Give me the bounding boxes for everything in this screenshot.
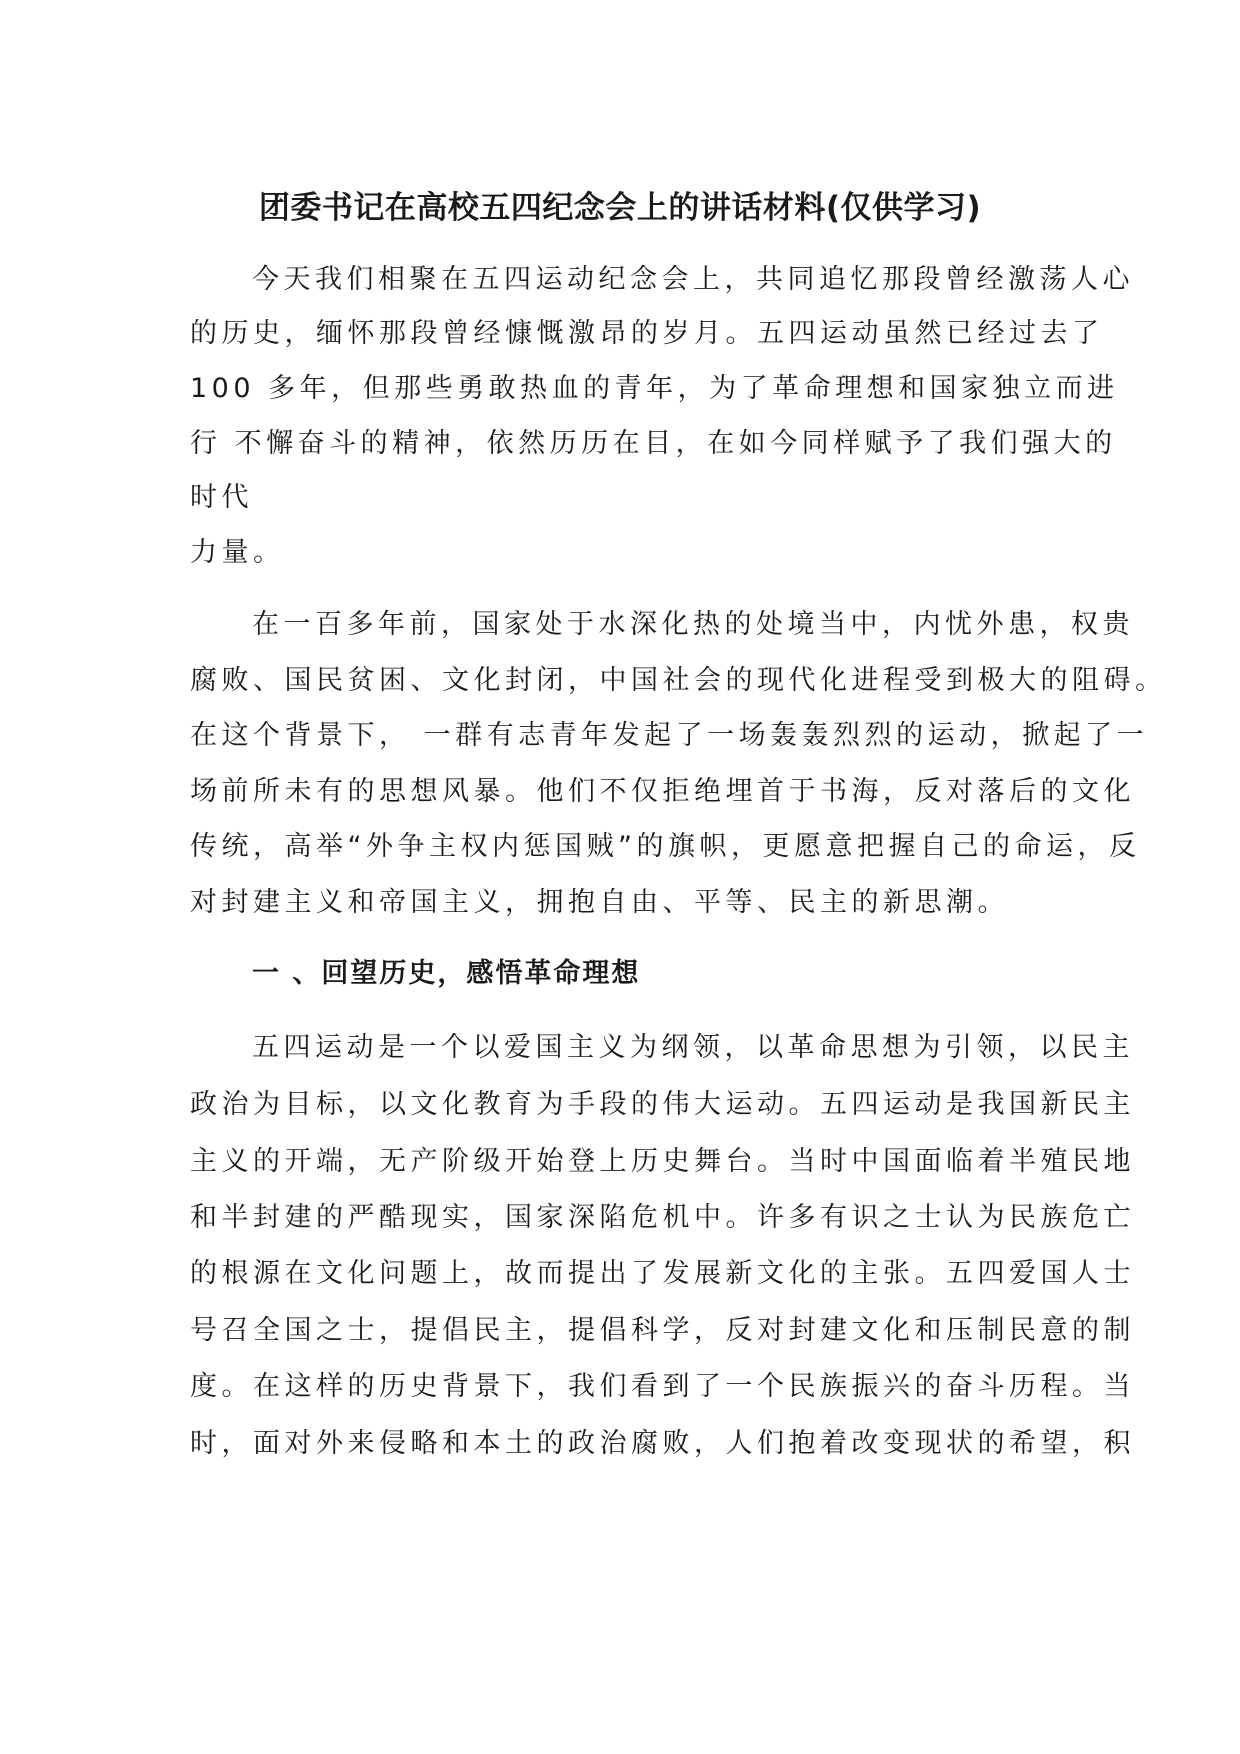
paragraph-line: 度。在这样的历史背景下，我们看到了一个民族振兴的奋斗历程。当 — [190, 1371, 1135, 1402]
paragraph-line: 在这个背景下， 一群有志青年发起了一场轰轰烈烈的运动，掀起了一 — [190, 720, 1149, 751]
paragraph-line: 主义的开端，无产阶级开始登上历史舞台。当时中国面临着半殖民地 — [190, 1146, 1135, 1177]
paragraph-line: 和半封建的严酷现实，国家深陷危机中。许多有识之士认为民族危亡 — [190, 1202, 1135, 1233]
paragraph-line: 时，面对外来侵略和本土的政治腐败，人们抱着改变现状的希望，积 — [190, 1428, 1135, 1459]
paragraph-line: 对封建主义和帝国主义，拥抱自由、平等、民主的新思潮。 — [190, 887, 1009, 918]
paragraph-line: 腐败、国民贫困、文化封闭，中国社会的现代化进程受到极大的阻碍。 — [190, 665, 1167, 696]
paragraph-line: 的历史，缅怀那段曾经慷慨激昂的岁月。五四运动虽然已经过去了 — [190, 318, 1104, 349]
paragraph-line: 传统，高举“外争主权内惩国贼”的旗帜，更愿意把握自己的命运，反 — [190, 831, 1141, 862]
paragraph-line: 100 多年，但那些勇敢热血的青年，为了革命理想和国家独立而进 — [190, 373, 1119, 404]
paragraph-line: 时代 — [190, 482, 253, 513]
paragraph-line: 力量。 — [190, 537, 285, 568]
paragraph-line: 今天我们相聚在五四运动纪念会上，共同追忆那段曾经激荡人心 — [252, 264, 1134, 295]
paragraph-line: 在一百多年前，国家处于水深化热的处境当中，内忧外患，权贵 — [252, 609, 1134, 640]
paragraph-line: 行 不懈奋斗的精神，依然历历在目，在如今同样赋予了我们强大的 — [190, 428, 1117, 459]
section-heading: 一 、回望历史，感悟革命理想 — [252, 958, 641, 989]
paragraph-line: 的根源在文化问题上，故而提出了发展新文化的主张。五四爱国人士 — [190, 1258, 1135, 1289]
paragraph-line: 五四运动是一个以爱国主义为纲领，以革命思想为引领，以民主 — [252, 1032, 1134, 1063]
paragraph-line: 号召全国之士，提倡民主，提倡科学，反对封建文化和压制民意的制 — [190, 1315, 1135, 1346]
paragraph-line: 场前所未有的思想风暴。他们不仅拒绝埋首于书海，反对落后的文化 — [190, 776, 1135, 807]
paragraph-line: 政治为目标，以文化教育为手段的伟大运动。五四运动是我国新民主 — [190, 1089, 1135, 1120]
document-title: 团委书记在高校五四纪念会上的讲话材料(仅供学习) — [258, 190, 982, 226]
